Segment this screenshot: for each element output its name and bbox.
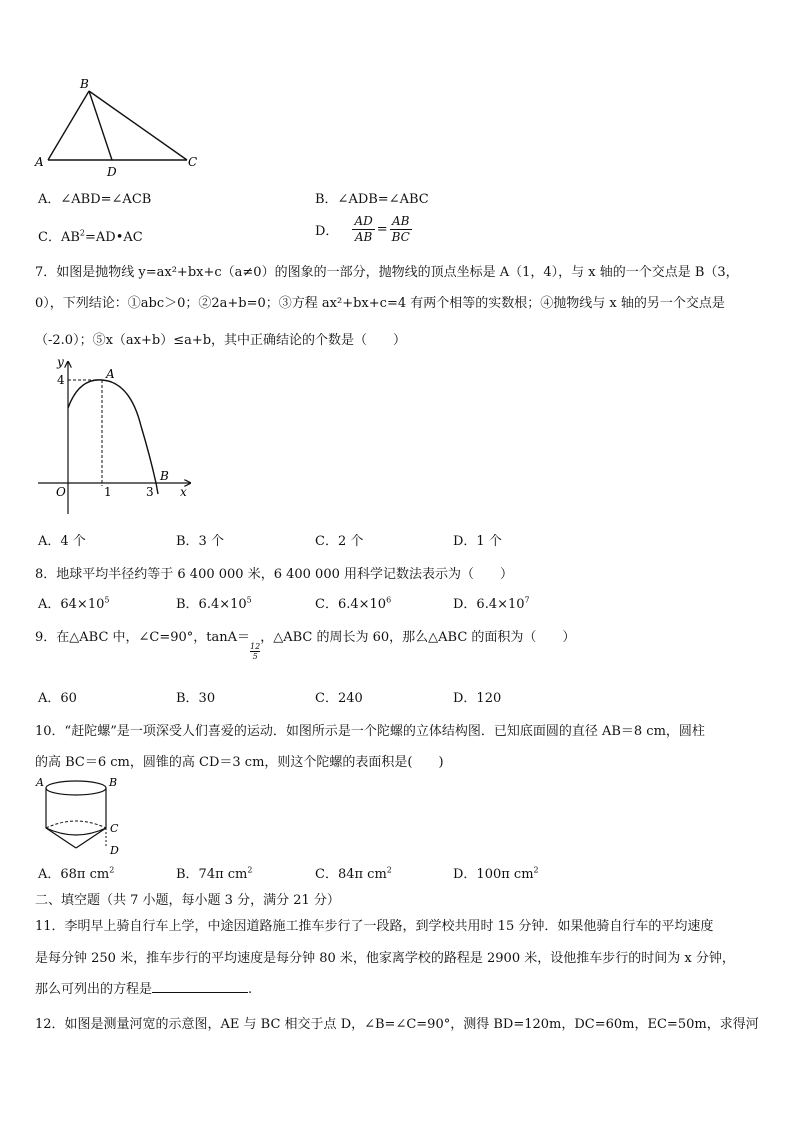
label-b: B bbox=[80, 77, 89, 91]
segment-bd bbox=[89, 91, 112, 160]
label-d: D bbox=[110, 844, 119, 857]
option-base: A．64×10 bbox=[38, 597, 105, 612]
option-exp: 2 bbox=[109, 865, 115, 875]
label-y: y bbox=[57, 356, 64, 369]
q6-option-c-sup: 2 bbox=[79, 228, 85, 238]
label-4: 4 bbox=[57, 373, 65, 387]
q6-option-a: A．∠ABD=∠ACB bbox=[38, 192, 152, 207]
option-base: C．6.4×10 bbox=[315, 597, 387, 612]
fraction-12-5 bbox=[250, 642, 260, 661]
q6-option-b: B．∠ADB=∠ABC bbox=[315, 192, 429, 207]
label-c: C bbox=[110, 822, 119, 835]
q11-line1: 11．李明早上骑自行车上学，中途因道路施工推车步行了一段路，到学校共用时 15 分钟．如果他骑自行车的平均速度 bbox=[35, 919, 714, 934]
q9-post: ，△ABC 的周长为 60，那么△ABC 的面积为（ ） bbox=[260, 630, 576, 645]
fraction-ad-ab bbox=[352, 214, 374, 245]
label-b: B bbox=[109, 776, 118, 789]
parabola-curve bbox=[68, 380, 158, 494]
q12-line1: 12．如图是测量河宽的示意图，AE 与 BC 相交于点 D，∠B=∠C=90°，测得 BD=120m，DC=60m，EC=50m，求得河 bbox=[35, 1017, 759, 1032]
option-exp: 2 bbox=[386, 865, 392, 875]
spinning-top-figure bbox=[34, 772, 134, 858]
q9-option-a: A．60 bbox=[38, 691, 77, 706]
label-b: B bbox=[160, 469, 169, 483]
q9-text bbox=[35, 626, 576, 661]
frac-den: 5 bbox=[252, 652, 258, 661]
q11-line3-post: . bbox=[248, 982, 253, 997]
q10-option-d bbox=[453, 863, 539, 882]
option-exp: 5 bbox=[104, 595, 110, 605]
option-exp: 2 bbox=[533, 865, 539, 875]
equals-sign: = bbox=[376, 222, 388, 237]
option-value: C．84π cm bbox=[315, 867, 387, 882]
label-3: 3 bbox=[146, 485, 154, 499]
label-d: D bbox=[107, 165, 117, 179]
label-1: 1 bbox=[104, 485, 112, 499]
option-exp: 7 bbox=[524, 595, 530, 605]
q6-option-c bbox=[38, 226, 143, 245]
section-heading: 二、填空题（共 7 小题，每小题 3 分，满分 21 分） bbox=[35, 893, 340, 908]
side-bc bbox=[89, 91, 187, 160]
label-x: x bbox=[180, 485, 187, 499]
label-a: A bbox=[35, 155, 44, 169]
q10-option-c bbox=[315, 863, 392, 882]
option-exp: 2 bbox=[247, 865, 253, 875]
q8-option-b bbox=[176, 593, 252, 612]
fraction-ab-bc bbox=[390, 214, 412, 245]
q7-line2: 0），下列结论：①abc＞0；②2a+b=0；③方程 ax²+bx+c=4 有两个相等的实数根；④抛物线与 x 轴的另一个交点是 bbox=[35, 296, 725, 311]
q9-option-d: D．120 bbox=[453, 691, 502, 706]
frac-num: AB bbox=[390, 214, 412, 230]
q10-option-a bbox=[38, 863, 114, 882]
q6-option-c-pre: C．AB bbox=[38, 230, 80, 245]
q9-pre: 9．在△ABC 中，∠C=90°，tanA＝ bbox=[35, 630, 251, 645]
q7-option-c: C．2 个 bbox=[315, 534, 364, 549]
q7-line1: 7．如图是抛物线 y=ax²+bx+c（a≠0）的图象的一部分，抛物线的顶点坐标是 A（1，4），与 x 轴的一个交点是 B（3， bbox=[35, 265, 739, 280]
q10-option-b bbox=[176, 863, 252, 882]
triangle-figure bbox=[32, 74, 212, 184]
q6-option-d bbox=[315, 214, 412, 245]
option-exp: 5 bbox=[246, 595, 252, 605]
q8-text: 8．地球平均半径约等于 6 400 000 米，6 400 000 用科学记数法表示为（ ） bbox=[35, 567, 513, 582]
q8-option-a bbox=[38, 593, 109, 612]
q7-option-d: D．1 个 bbox=[453, 534, 502, 549]
frac-num: 12 bbox=[250, 642, 261, 651]
top-ellipse bbox=[46, 781, 106, 795]
option-value: A．68π cm bbox=[38, 867, 110, 882]
q9-option-b: B．30 bbox=[176, 691, 216, 706]
option-exp: 6 bbox=[386, 595, 392, 605]
option-base: D．6.4×10 bbox=[453, 597, 525, 612]
label-o: O bbox=[56, 485, 66, 499]
frac-den: AB bbox=[354, 230, 373, 244]
q6-option-c-post: =AD•AC bbox=[84, 230, 143, 245]
frac-num: AD bbox=[354, 214, 373, 228]
bottom-arc-back bbox=[46, 821, 106, 828]
q11-line2: 是每分钟 250 米，推车步行的平均速度是每分钟 80 米，他家离学校的路程是 2900 米，设他推车步行的时间为 x 分钟， bbox=[35, 951, 735, 966]
q8-option-c bbox=[315, 593, 391, 612]
option-value: D．100π cm bbox=[453, 867, 534, 882]
q11-line3-pre: 那么可列出的方程是 bbox=[35, 982, 153, 997]
option-value: B．74π cm bbox=[176, 867, 248, 882]
q6-option-d-label: D． bbox=[315, 224, 339, 239]
q11-line3 bbox=[35, 978, 252, 997]
parabola-graph bbox=[34, 356, 198, 518]
side-ab bbox=[48, 91, 89, 160]
q9-option-c: C．240 bbox=[315, 691, 363, 706]
answer-blank[interactable] bbox=[152, 980, 248, 993]
cone-left bbox=[46, 828, 76, 848]
label-c: C bbox=[188, 155, 198, 169]
q7-line3: （-2.0）；⑤x（ax+b）≤a+b，其中正确结论的个数是（ ） bbox=[35, 333, 407, 348]
q10-line1: 10．“赶陀螺”是一项深受人们喜爱的运动．如图所示是一个陀螺的立体结构图．已知底面圆的直径 AB＝8 cm，圆柱 bbox=[35, 724, 705, 739]
cone-right bbox=[76, 828, 106, 848]
label-a: A bbox=[36, 776, 44, 789]
label-a: A bbox=[106, 367, 115, 381]
frac-den: BC bbox=[391, 230, 410, 244]
q7-option-a: A．4 个 bbox=[38, 534, 86, 549]
q8-option-d bbox=[453, 593, 530, 612]
option-base: B．6.4×10 bbox=[176, 597, 247, 612]
q10-line2: 的高 BC＝6 cm，圆锥的高 CD＝3 cm，则这个陀螺的表面积是( ) bbox=[35, 755, 444, 770]
q7-option-b: B．3 个 bbox=[176, 534, 224, 549]
